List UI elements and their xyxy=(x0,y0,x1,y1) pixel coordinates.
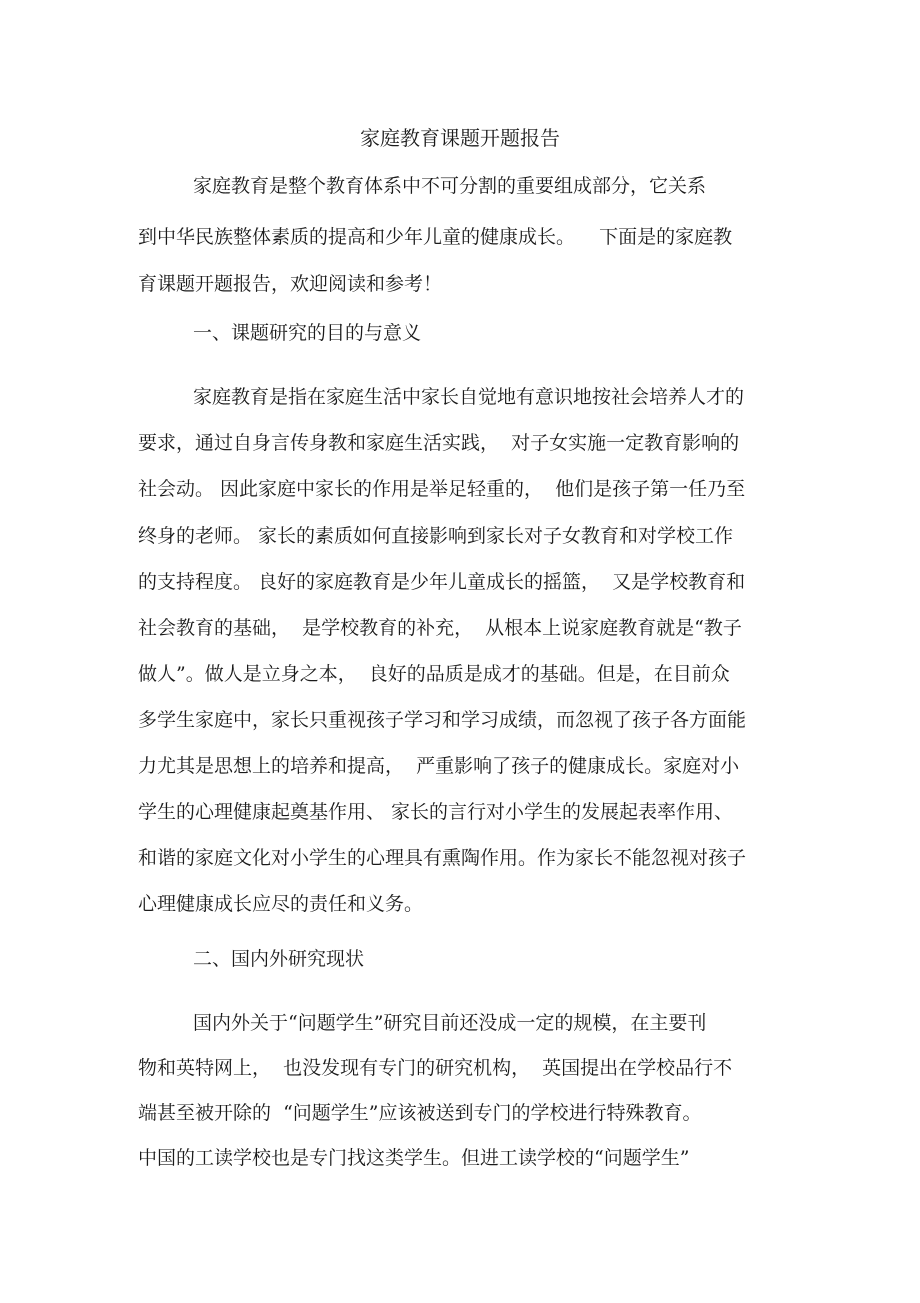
document-title: 家庭教育课题开题报告 xyxy=(360,126,560,150)
paragraph-line: 家庭教育是指在家庭生活中家长自觉地有意识地按社会培养人才的 xyxy=(193,386,745,408)
paragraph-line: 社会教育的基础， 是学校教育的补充， 从根本上说家庭教育就是“教子 xyxy=(138,617,742,639)
paragraph-line: 国内外关于“问题学生”研究目前还没成一定的规模，在主要刊 xyxy=(193,1012,707,1034)
paragraph-line: 社会动。 因此家庭中家长的作用是举足轻重的， 他们是孩子第一任乃至 xyxy=(138,478,746,500)
paragraph-line: 多学生家庭中，家长只重视孩子学习和学习成绩，而忽视了孩子各方面能 xyxy=(138,709,747,731)
paragraph-line: 终身的老师。 家长的素质如何直接影响到家长对子女教育和对学校工作 xyxy=(138,525,734,547)
paragraph-line: 要求，通过自身言传身教和家庭生活实践， 对子女实施一定教育影响的 xyxy=(138,432,740,454)
intro-line: 到中华民族整体素质的提高和少年儿童的健康成长。 下面是的家庭教 xyxy=(138,226,733,248)
paragraph-line: 的支持程度。 良好的家庭教育是少年儿童成长的摇篮， 又是学校教育和 xyxy=(138,571,746,593)
paragraph-line: 物和英特网上， 也没发现有专门的研究机构， 英国提出在学校品行不 xyxy=(138,1057,733,1079)
section-heading: 一、课题研究的目的与意义 xyxy=(193,322,422,344)
paragraph-line: 中国的工读学校也是专门找这类学生。但进工读学校的“问题学生” xyxy=(138,1147,690,1169)
section-heading: 二、国内外研究现状 xyxy=(193,948,365,970)
paragraph-line: 端甚至被开除的 “问题学生”应该被送到专门的学校进行特殊教育。 xyxy=(138,1102,702,1124)
paragraph-line: 力尤其是思想上的培养和提高， 严重影响了孩子的健康成长。家庭对小 xyxy=(138,755,740,777)
paragraph-line: 心理健康成长应尽的责任和义务。 xyxy=(138,893,424,915)
intro-line: 家庭教育是整个教育体系中不可分割的重要组成部分，它关系 xyxy=(193,175,707,197)
paragraph-line: 和谐的家庭文化对小学生的心理具有熏陶作用。作为家长不能忽视对孩子 xyxy=(138,847,747,869)
paragraph-line: 学生的心理健康起奠基作用、 家长的言行对小学生的发展起表率作用、 xyxy=(138,801,734,823)
intro-line: 育课题开题报告，欢迎阅读和参考！ xyxy=(138,273,443,295)
paragraph-line: 做人”。做人是立身之本， 良好的品质是成才的基础。但是，在目前众 xyxy=(138,663,730,685)
